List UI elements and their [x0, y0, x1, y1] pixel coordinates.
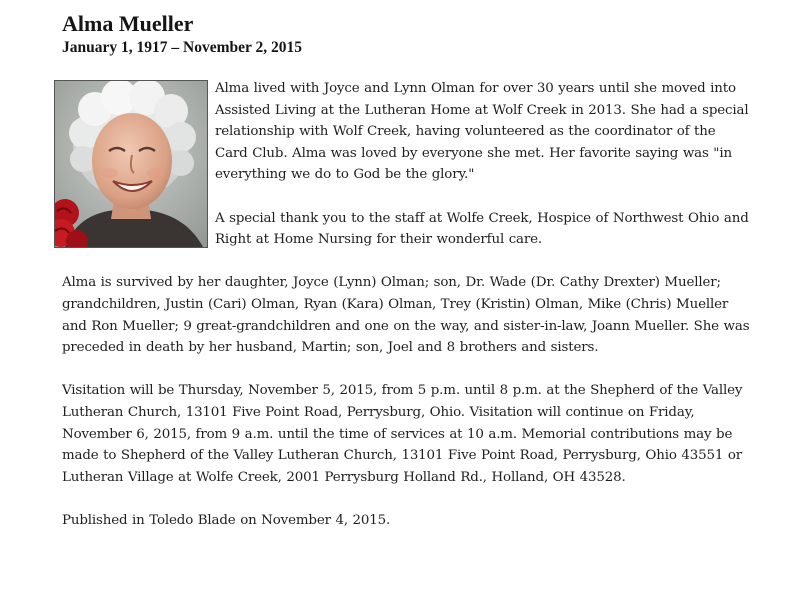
obituary-page — [62, 10, 752, 553]
paragraph-visitation: Visitation will be Thursday, November 5, 2015, from 5 p.m. until 8 p.m. at the Shepherd of the Valley Lutheran Church, 13101 Five Point Road, Perrysburg, Ohio. Visitation will continue on Friday, November 6, 2015, from 9 a.m. until the time of services at 10 a.m. Memorial contributions may be made to Shepherd of the Valley Lutheran Church, 13101 Five Point Road, Perrysburg, Ohio 43551 or Lutheran Village at Wolfe Creek, 2001 Perrysburg Holland Rd., Holland, OH 43528. — [62, 383, 743, 485]
obituary-name: Alma Mueller — [62, 11, 194, 36]
paragraph-life: Alma lived with Joyce and Lynn Olman for over 30 years until she moved into Assisted Living at the Lutheran Home at Wolf Creek in 2013. She had a special relationship with Wolf Creek, having volunteered as the coordinator of the Card Club. Alma was loved by everyone she met. Her favorite saying was "in everything we do to God be the glory." — [215, 81, 749, 183]
paragraph-thanks: A special thank you to the staff at Wolfe Creek, Hospice of Northwest Ohio and Right at Home Nursing for their wonderful care. — [215, 210, 749, 248]
paragraph-survivors: Alma is survived by her daughter, Joyce (Lynn) Olman; son, Dr. Wade (Dr. Cathy Drexter) Mueller; grandchildren, Justin (Cari) Olman, Ryan (Kara) Olman, Trey (Kristin) Olman, Mike (Chris) Mueller and Ron Mueller; 9 great-grandchildren and one on the way, and sister-in-law, Joann Mueller. She was preceded in death by her husband, Martin; son, Joel and 8 brothers and sisters. — [62, 275, 750, 356]
obituary-dates: January 1, 1917 – November 2, 2015 — [62, 39, 302, 56]
obituary-body — [62, 78, 752, 553]
publication-note: Published in Toledo Blade on November 4, 2015. — [62, 512, 391, 528]
portrait-photo — [54, 80, 208, 248]
